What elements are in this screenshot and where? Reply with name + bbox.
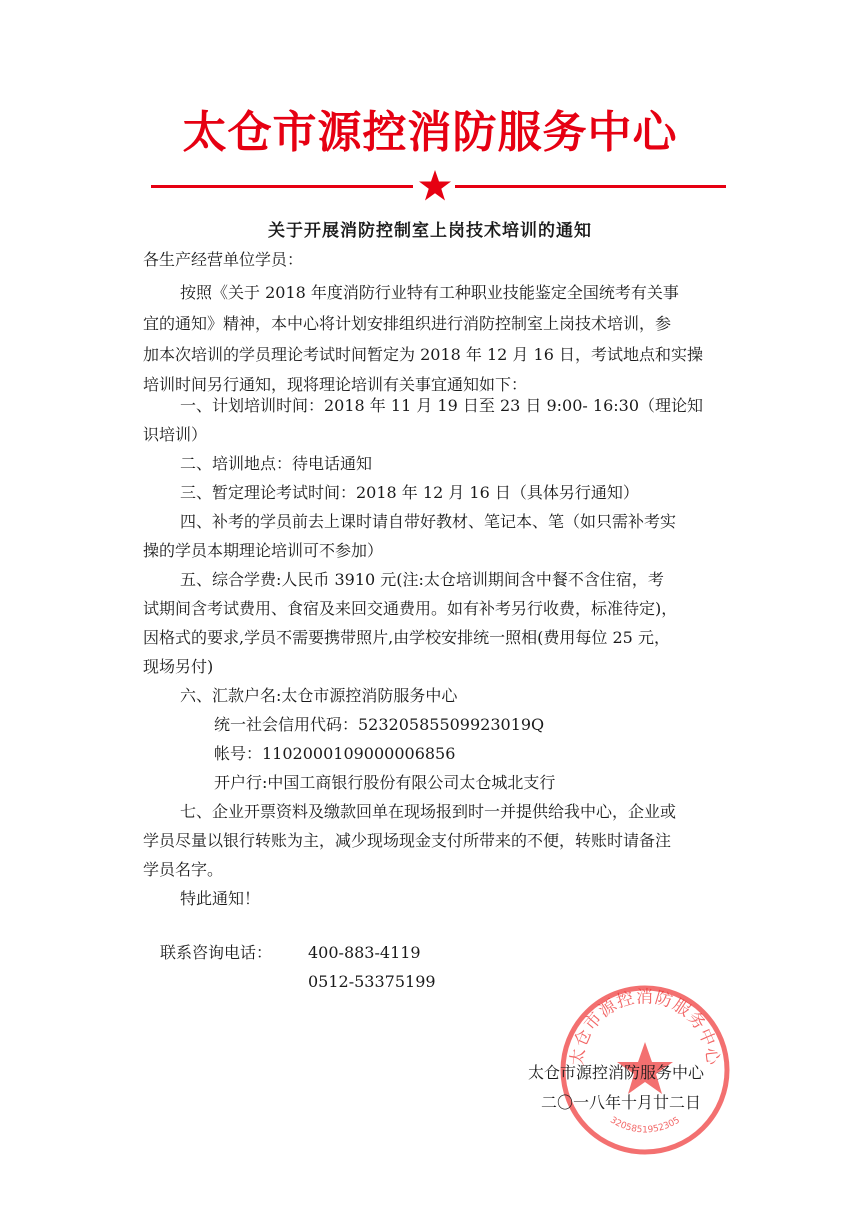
contact-phone-2: 0512-53375199 — [308, 972, 436, 991]
header-rule-left — [151, 185, 413, 188]
item-fee: 五、综合学费:人民币 3910 元(注:太仓培训期间含中餐不含住宿，考 — [180, 570, 664, 589]
item-training-time-cont: 识培训） — [143, 425, 208, 444]
seal-code: 3205851952305 — [608, 1115, 682, 1136]
contact-label: 联系咨询电话： — [160, 943, 273, 962]
item-invoice-cont: 学员名字。 — [143, 860, 224, 879]
item-fee-cont: 现场另付) — [143, 657, 214, 676]
notice-title: 关于开展消防控制室上岗技术培训的通知 — [268, 221, 592, 241]
credit-code: 统一社会信用代码：52320585509923019Q — [214, 715, 545, 734]
item-invoice-cont: 学员尽量以银行转账为主，减少现场现金支付所带来的不便，转账时请备注 — [143, 831, 672, 850]
signature-org: 太仓市源控消防服务中心 — [528, 1063, 705, 1082]
intro-line: 培训时间另行通知，现将理论培训有关事宜通知如下： — [143, 375, 528, 394]
intro-line: 加本次培训的学员理论考试时间暂定为 2018 年 12 月 16 日，考试地点和实操 — [143, 345, 703, 364]
red-star-icon — [418, 169, 452, 203]
signature-date: 二〇一八年十月廿二日 — [541, 1093, 702, 1112]
closing: 特此通知！ — [180, 889, 261, 908]
item-exam-time: 三、暂定理论考试时间：2018 年 12 月 16 日（具体另行通知） — [180, 483, 639, 502]
bank-name: 开户行:中国工商银行股份有限公司太仓城北支行 — [214, 773, 556, 792]
intro-line: 按照《关于 2018 年度消防行业特有工种职业技能鉴定全国统考有关事 — [180, 283, 679, 302]
svg-text:3205851952305 — [608, 1115, 682, 1135]
item-remit-name: 六、汇款户名:太仓市源控消防服务中心 — [180, 686, 458, 705]
item-makeup-exam-cont: 操的学员本期理论培训可不参加） — [143, 541, 384, 560]
seal-text: 太仓市源控消防服务中心 — [567, 987, 723, 1067]
intro-line: 宜的通知》精神，本中心将计划安排组织进行消防控制室上岗技术培训，参 — [143, 314, 672, 333]
salutation: 各生产经营单位学员： — [143, 250, 304, 269]
item-training-location: 二、培训地点：待电话通知 — [180, 454, 373, 473]
item-makeup-exam: 四、补考的学员前去上课时请自带好教材、笔记本、笔（如只需补考实 — [180, 512, 677, 531]
item-fee-cont: 试期间含考试费用、食宿及来回交通费用。如有补考另行收费，标准待定)， — [143, 599, 678, 618]
item-training-time: 一、计划培训时间：2018 年 11 月 19 日至 23 日 9:00- 16:30（理论知 — [180, 396, 704, 415]
header-rule-right — [455, 185, 726, 188]
account-number: 帐号：1102000109000006856 — [214, 744, 456, 763]
org-header-title: 太仓市源控消防服务中心 — [182, 107, 678, 158]
contact-phone-1: 400-883-4119 — [308, 943, 421, 962]
item-fee-cont: 因格式的要求,学员不需要携带照片,由学校安排统一照相(费用每位 25 元， — [143, 628, 670, 647]
item-invoice: 七、企业开票资料及缴款回单在现场报到时一并提供给我中心，企业或 — [180, 802, 677, 821]
